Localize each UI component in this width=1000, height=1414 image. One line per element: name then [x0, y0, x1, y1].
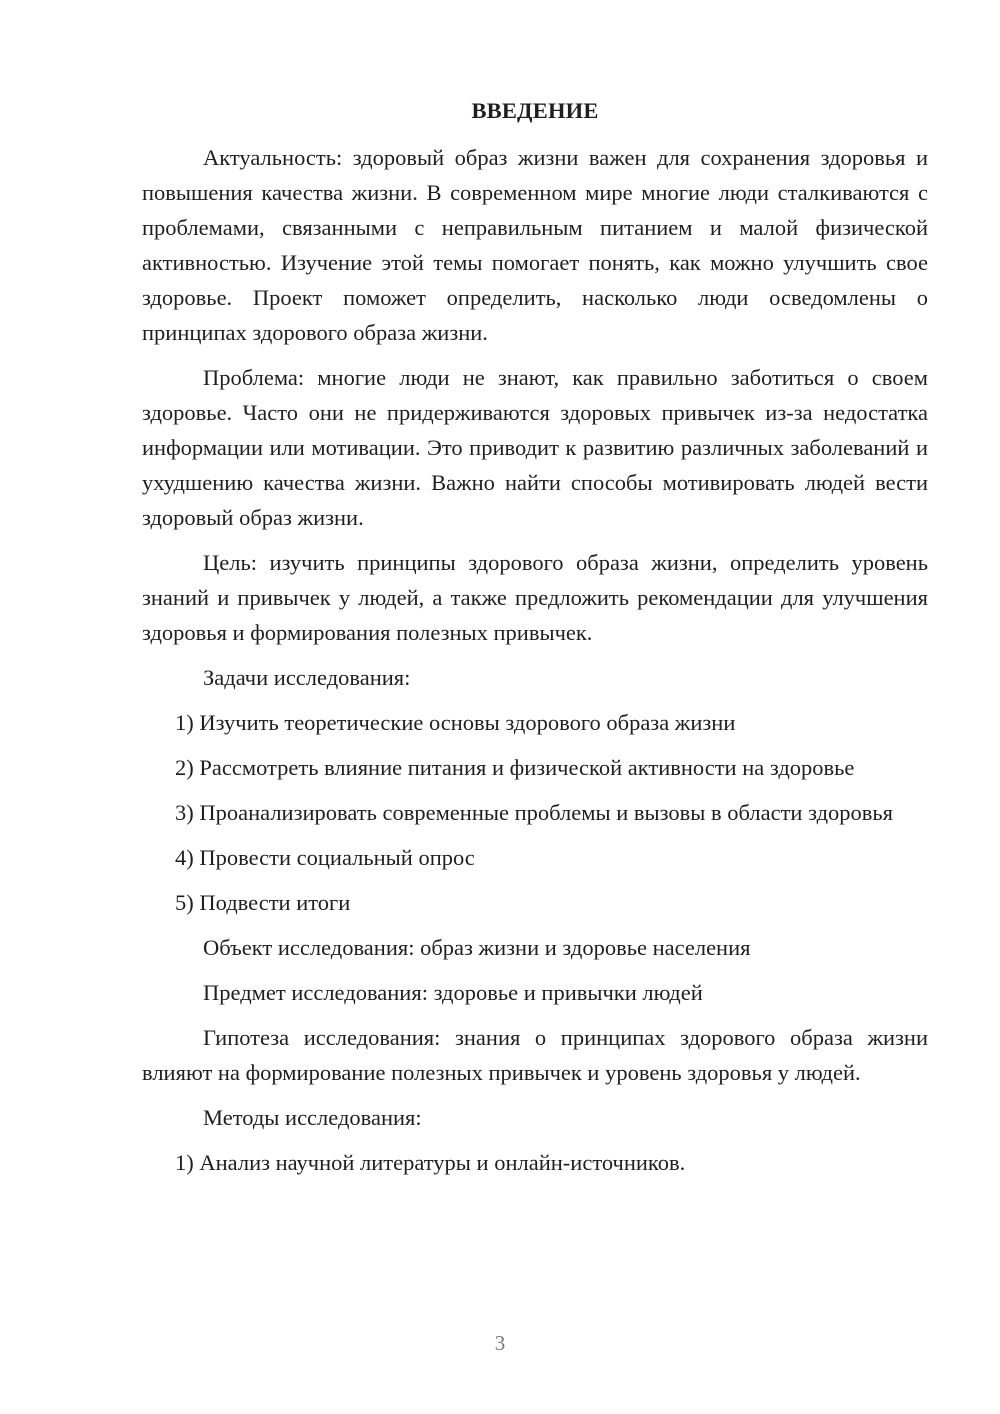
task-item: 1) Изучить теоретические основы здорового образа жизни: [175, 710, 736, 735]
actuality-paragraph: Актуальность: здоровый образ жизни важен для сохранения здоровья и повышения качества жизни. В современном мире многие люди сталкиваются с проблемами, связанными с неправильным питанием и малой физической активностью. Изучение этой темы помогает понять, как можно улучшить свое здоровье. Проект поможет определить, насколько люди осведомлены о принципах здорового образа жизни.: [142, 145, 928, 345]
tasks-heading: Задачи исследования:: [203, 665, 411, 690]
task-item: 4) Провести социальный опрос: [175, 845, 475, 870]
task-item: 3) Проанализировать современные проблемы и вызовы в области здоровья: [175, 800, 894, 825]
hypothesis-paragraph: Гипотеза исследования: знания о принципах здорового образа жизни влияют на формирование полезных привычек и уровень здоровья у людей.: [142, 1025, 928, 1085]
goal-paragraph: Цель: изучить принципы здорового образа жизни, определить уровень знаний и привычек у людей, а также предложить рекомендации для улучшения здоровья и формирования полезных привычек.: [142, 550, 928, 645]
method-item: 1) Анализ научной литературы и онлайн-источников.: [175, 1150, 686, 1175]
task-item: 5) Подвести итоги: [175, 890, 351, 915]
document-body: [142, 93, 928, 1190]
page-number: 3: [494, 1331, 506, 1355]
task-item: 2) Рассмотреть влияние питания и физической активности на здоровье: [175, 755, 855, 780]
research-subject: Предмет исследования: здоровье и привычки людей: [203, 980, 703, 1005]
methods-heading: Методы исследования:: [203, 1105, 422, 1130]
research-object: Объект исследования: образ жизни и здоровье населения: [203, 935, 751, 960]
problem-paragraph: Проблема: многие люди не знают, как правильно заботиться о своем здоровье. Часто они не придерживаются здоровых привычек из-за недостатка информации или мотивации. Это приводит к развитию различных заболеваний и ухудшению качества жизни. Важно найти способы мотивировать людей вести здоровый образ жизни.: [142, 365, 928, 530]
section-title: ВВЕДЕНИЕ: [471, 98, 599, 123]
